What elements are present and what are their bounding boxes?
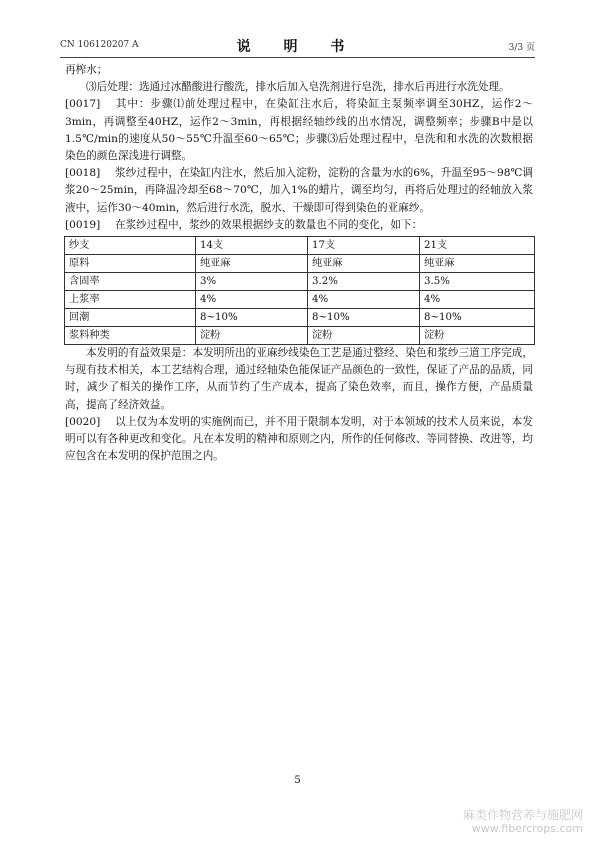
paragraph-text-0017: 其中：步骤⑴前处理过程中，在染缸注水后，将染缸主泵频率调至30HZ，运作2～3min，再调整至40HZ，运作2～3min，再根据经轴纱线的出水情况，调整频率；步骤B中是以1.5℃/min的速度从50～55℃升温至60～65℃；步骤⑶后处理过程中，皂洗和和水洗的次数根据染色的颜色深浅进行调整。 — [65, 98, 533, 163]
table-cell: 纯亚麻 — [196, 255, 308, 273]
watermark-title: 麻类作物营养与施肥网 — [462, 808, 583, 822]
table-cell: 3.5% — [420, 273, 535, 291]
table-cell: 淀粉 — [420, 327, 535, 345]
step-3-paragraph: ⑶后处理：选通过冰醋酸进行酸洗，排水后加入皂洗剂进行皂洗，排水后再进行水洗处理。 — [86, 81, 510, 94]
paragraph-tag-0018: [0018] — [65, 167, 101, 180]
continuation-paragraph: 再榨水； — [65, 64, 108, 76]
table-cell: 8~10% — [420, 309, 535, 327]
table-cell: 纯亚麻 — [308, 255, 420, 273]
benefits-paragraph: 本发明的有益效果是：本发明所出的亚麻纱线染色工艺是通过整经、染色和浆纱三道工序完成，与现有技术相关，本工艺结构合理，通过经轴染色能保证产品颜色的一致性，保证了产品的品质，同时，减少了相关的操作工序，从而节约了生产成本，提高了染色效率，而且，操作方便，产品质量高，提高了经济效益。 — [65, 347, 533, 411]
paragraph-0020 — [65, 414, 533, 466]
document-body — [65, 62, 533, 465]
page-header — [60, 36, 535, 56]
table-cell: 纯亚麻 — [420, 255, 535, 273]
table-row — [65, 291, 535, 309]
table-cell: 淀粉 — [196, 327, 308, 345]
table-cell: 回潮 — [65, 309, 196, 327]
table-cell: 21支 — [420, 237, 535, 255]
document-title: 说 明 书 — [236, 39, 359, 55]
table-cell: 4% — [308, 291, 420, 309]
table-cell: 4% — [420, 291, 535, 309]
table-row — [65, 273, 535, 291]
page-number: 5 — [294, 775, 301, 786]
watermark-url: www.fibercrops.com — [471, 822, 583, 835]
paragraph-tag-0020: [0020] — [65, 415, 101, 428]
table-cell: 纱支 — [65, 237, 196, 255]
table-cell: 原料 — [65, 255, 196, 273]
table-row — [65, 327, 535, 345]
table-cell: 淀粉 — [308, 327, 420, 345]
paragraph-text-0020: 以上仅为本发明的实施例而已，并不用于限制本发明，对于本领域的技术人员来说，本发明可以有各种更改和变化。凡在本发明的精神和原则之内，所作的任何修改、等同替换、改进等，均应包含在本发明的保护范围之内。 — [65, 415, 533, 463]
page-info: 3/3 页 — [508, 43, 535, 53]
table-cell: 浆料种类 — [65, 327, 196, 345]
table-cell: 3% — [196, 273, 308, 291]
table-row — [65, 237, 535, 255]
paragraph-0018 — [65, 165, 533, 217]
table-cell: 17支 — [308, 237, 420, 255]
paragraph-text-0018: 浆纱过程中，在染缸内注水，然后加入淀粉，淀粉的含量为水的6%，升温至95～98℃调浆20～25min，再降温冷却至68～70℃，加入1%的蜡片，调至均匀，再将后处理过的经轴放入浆液中，运作30～40min，然后进行水洗，脱水、干燥即可得到染色的亚麻纱。 — [65, 167, 533, 214]
table-cell: 4% — [196, 291, 308, 309]
table-cell: 3.2% — [308, 273, 420, 291]
paragraph-text-0019: 在浆纱过程中，浆纱的效果根据纱支的数量也不同的变化，如下： — [115, 218, 423, 231]
table-row — [65, 255, 535, 273]
table-cell: 14支 — [196, 237, 308, 255]
table-row — [65, 309, 535, 327]
table-cell: 8~10% — [196, 309, 308, 327]
sizing-parameters-table — [64, 236, 535, 345]
paragraph-tag-0017: [0017] — [65, 98, 101, 111]
paragraph-0019 — [65, 217, 533, 234]
header-divider — [60, 57, 535, 58]
document-number: CN 106120207 A — [60, 40, 139, 50]
table-cell: 上浆率 — [65, 291, 196, 309]
table-cell: 8~10% — [308, 309, 420, 327]
paragraph-tag-0019: [0019] — [65, 218, 101, 231]
paragraph-0017 — [65, 96, 533, 165]
table-cell: 含固率 — [65, 273, 196, 291]
